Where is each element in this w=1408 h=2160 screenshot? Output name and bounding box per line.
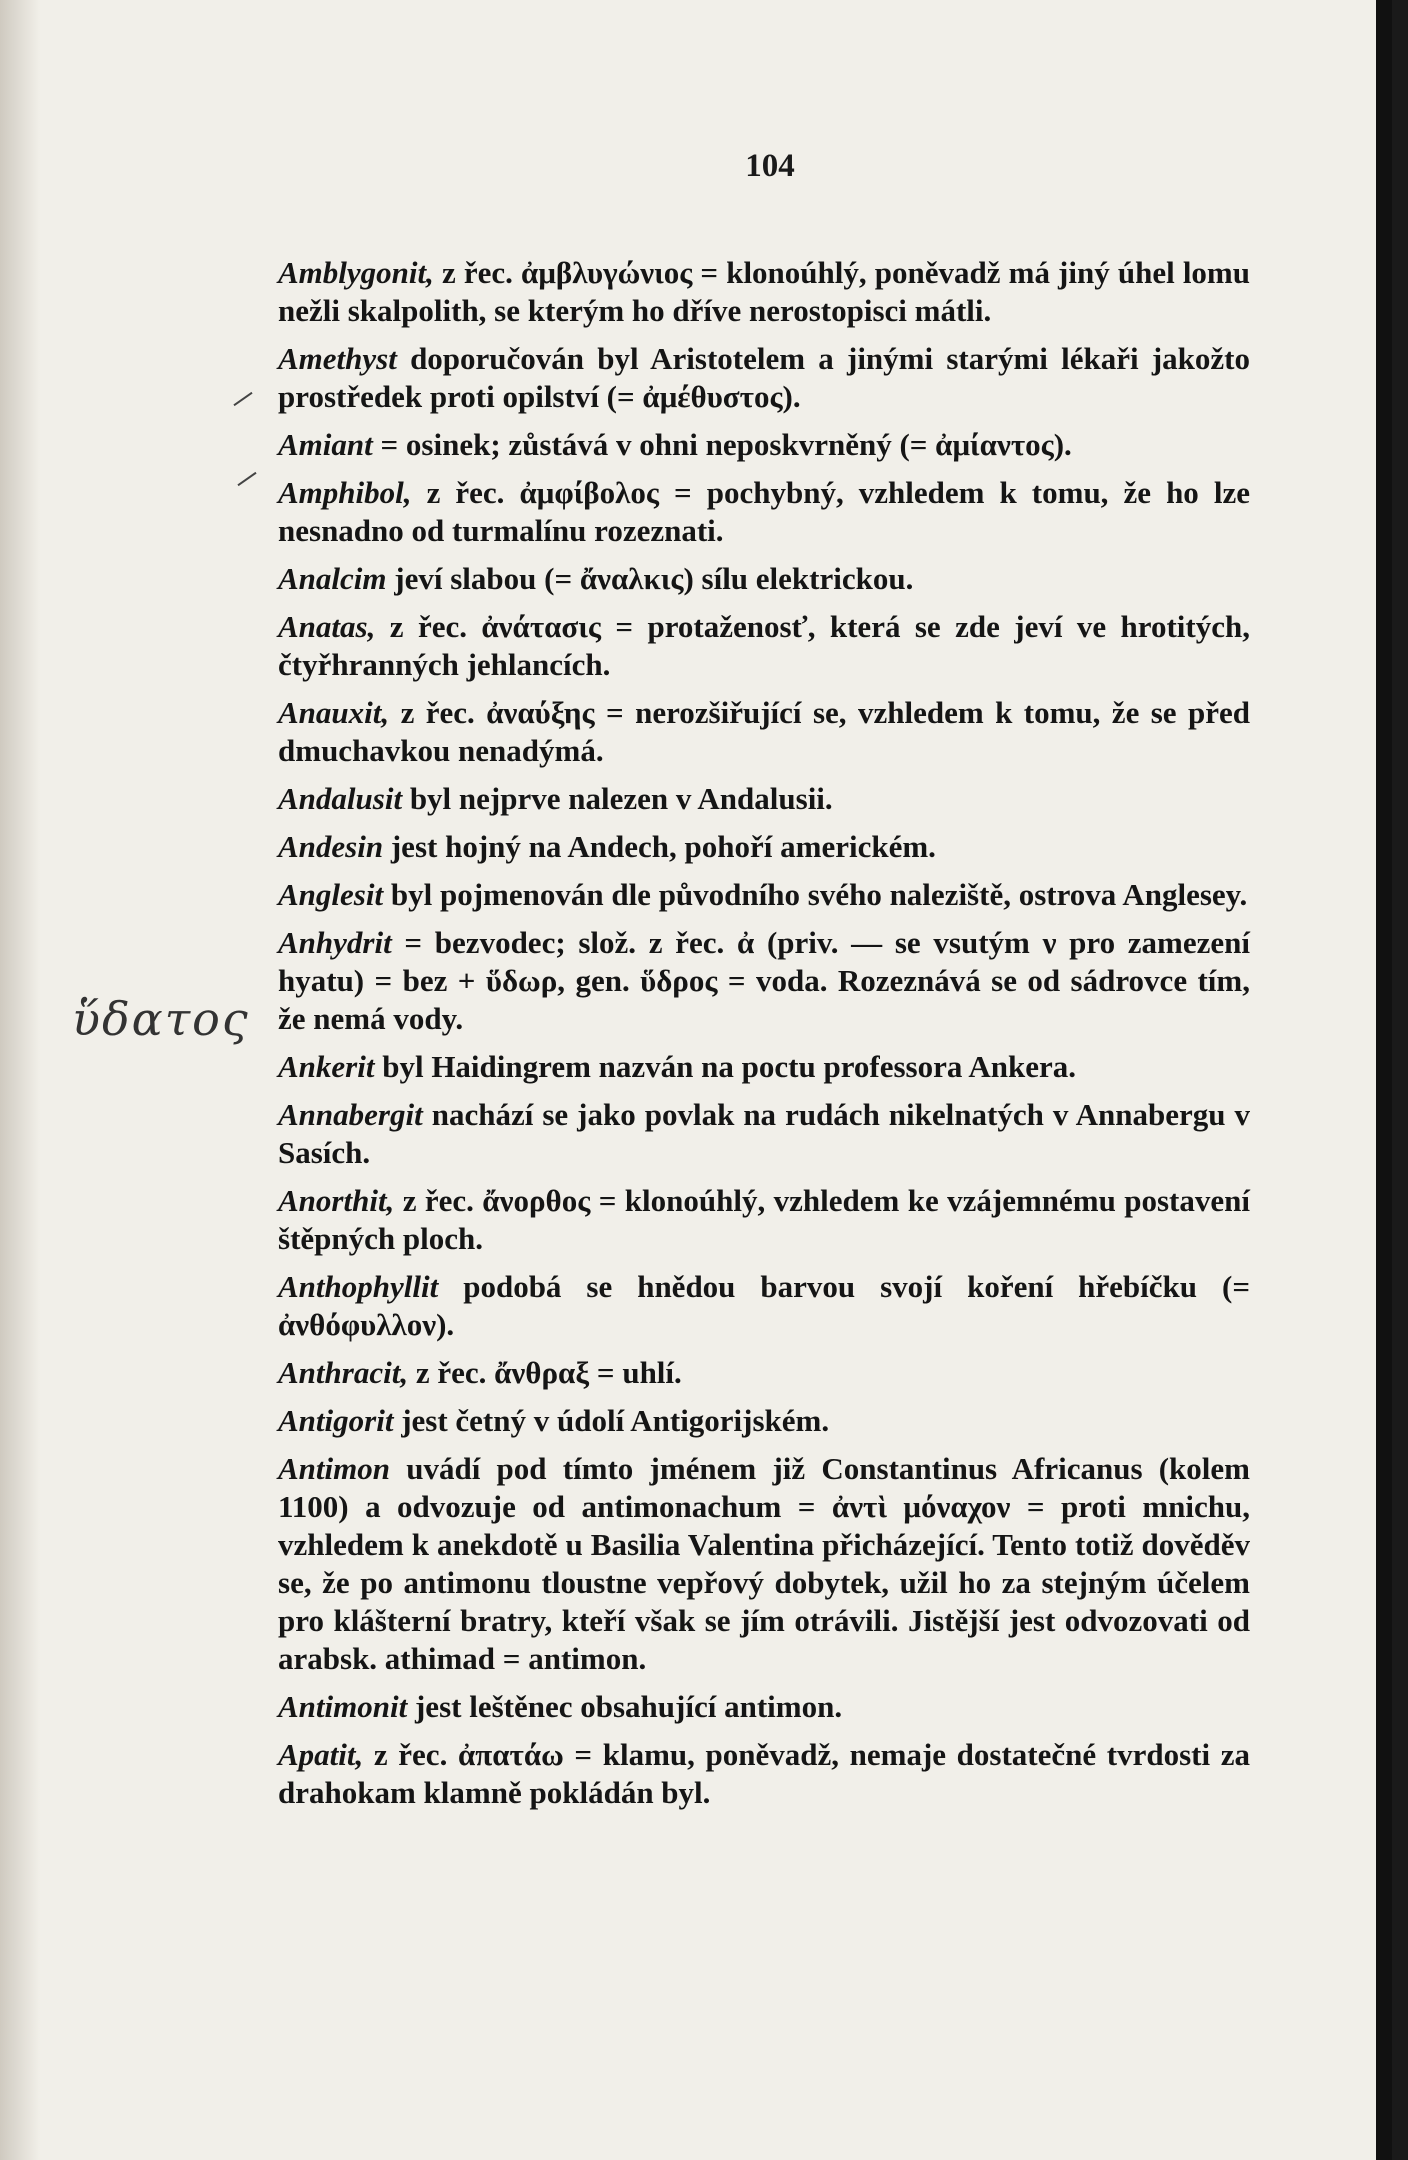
entry-term: Andalusit (278, 781, 403, 816)
entry-term: Annabergit (278, 1097, 423, 1132)
page-edge-right (1376, 0, 1392, 2160)
entry-antimonit (278, 1688, 1250, 1726)
entry-text: z řec. ἄνθραξ = uhlí. (408, 1355, 682, 1390)
entry-amethyst (278, 340, 1250, 416)
entry-amiant (278, 426, 1250, 464)
entry-text: uvádí pod tímto jménem již Constantinus Africanus (kolem 1100) a odvozuje od antimonachum = ἀντὶ μόναχον = proti mnichu, vzhledem k anekdotě u Basilia Valentina přicházející. Tento totiž dověděv se, že po antimonu tloustne vepřový dobytek, užil ho za stejným účelem pro klášterní bratry, kteří však se jím otrávili. Jistější jest odvozovati od arabsk. athimad = antimon. (278, 1451, 1250, 1676)
entry-anauxit (278, 694, 1250, 770)
entry-term: Antimon (278, 1451, 390, 1486)
entry-term: Anatas, (278, 609, 376, 644)
entry-amphibol (278, 474, 1250, 550)
entry-antimon (278, 1450, 1250, 1678)
entry-text: jeví slabou (= ἄναλκις) sílu elektrickou. (386, 561, 914, 596)
entry-annabergit (278, 1096, 1250, 1172)
entry-term: Antigorit (278, 1403, 394, 1438)
entry-text: byl pojmenován dle původního svého naleziště, ostrova Anglesey. (383, 877, 1248, 912)
entry-term: Amiant (278, 427, 373, 462)
entry-text: z řec. ἀναύξης = nerozšiřující se, vzhledem k tomu, že se před dmuchavkou nenadýmá. (278, 695, 1250, 768)
margin-tick-mark (233, 392, 252, 406)
entry-term: Anthracit, (278, 1355, 409, 1390)
entry-analcim (278, 560, 1250, 598)
entry-text: = osinek; zůstává v ohni neposkvrněný (= ἀμίαντος). (372, 427, 1072, 462)
handwritten-margin-note: ὕδατος (72, 992, 250, 1046)
entry-term: Amblygonit, (278, 255, 434, 290)
entry-anhydrit (278, 924, 1250, 1038)
entry-text: z řec. ἀμβλυγώνιος = klonoúhlý, poněvadž má jiný úhel lomu nežli skalpolith, se kterým ho dříve nerostopisci mátli. (278, 255, 1250, 328)
entry-text: byl Haidingrem nazván na poctu professora Ankera. (374, 1049, 1077, 1084)
entry-anthracit (278, 1354, 1250, 1392)
entry-term: Amphibol, (278, 475, 412, 510)
entry-apatit (278, 1736, 1250, 1812)
page-shadow-left (0, 0, 40, 2160)
page-number: 104 (745, 148, 795, 184)
entry-text: z řec. ἀμφίβολος = pochybný, vzhledem k tomu, že ho lze nesnadno od turmalínu rozeznati. (278, 475, 1250, 548)
entry-text: z řec. ἄνορθος = klonoúhlý, vzhledem ke vzájemnému postavení štěpných ploch. (278, 1183, 1250, 1256)
entry-text: nachází se jako povlak na rudách nikelnatých v Annabergu v Sasích. (278, 1097, 1250, 1170)
margin-tick-mark (237, 472, 256, 486)
entry-text: byl nejprve nalezen v Andalusii. (402, 781, 833, 816)
entry-anorthit (278, 1182, 1250, 1258)
entry-text: jest četný v údolí Antigorijském. (393, 1403, 830, 1438)
entry-term: Analcim (278, 561, 387, 596)
entry-antigorit (278, 1402, 1250, 1440)
entry-andalusit (278, 780, 1250, 818)
entry-text: jest leštěnec obsahující antimon. (407, 1689, 843, 1724)
entry-ankerit (278, 1048, 1250, 1086)
entry-term: Anauxit, (278, 695, 390, 730)
entry-text: = bezvodec; slož. z řec. ἀ (priv. — se vsutým ν pro zamezení hyatu) = bez + ὕδωρ, gen. ὕδρος = voda. Rozeznává se od sádrovce tím, že nemá vody. (278, 925, 1250, 1036)
entry-anthophyllit (278, 1268, 1250, 1344)
entry-term: Anthophyllit (278, 1269, 439, 1304)
entry-term: Amethyst (278, 341, 397, 376)
dictionary-entries (278, 254, 1250, 1822)
entry-anatas (278, 608, 1250, 684)
entry-term: Ankerit (278, 1049, 375, 1084)
entry-term: Anhydrit (278, 925, 392, 960)
entry-term: Anorthit, (278, 1183, 395, 1218)
entry-term: Anglesit (278, 877, 384, 912)
entry-andesin (278, 828, 1250, 866)
entry-text: doporučován byl Aristotelem a jinými starými lékaři jakožto prostředek proti opilství (= ἀμέθυστος). (278, 341, 1250, 414)
entry-anglesit (278, 876, 1250, 914)
entry-amblygonit (278, 254, 1250, 330)
entry-term: Apatit, (278, 1737, 364, 1772)
entry-text: podobá se hnědou barvou svojí koření hřebíčku (= ἀνθόφυλλον). (278, 1269, 1250, 1342)
entry-text: z řec. ἀνάτασις = protaženosť, která se zde jeví ve hrotitých, čtyřhranných jehlancích. (278, 609, 1250, 682)
entry-text: jest hojný na Andech, pohoří americkém. (383, 829, 936, 864)
entry-term: Antimonit (278, 1689, 408, 1724)
entry-text: z řec. ἀπατάω = klamu, poněvadž, nemaje dostatečné tvrdosti za drahokam klamně pokládán byl. (278, 1737, 1250, 1810)
entry-term: Andesin (278, 829, 384, 864)
